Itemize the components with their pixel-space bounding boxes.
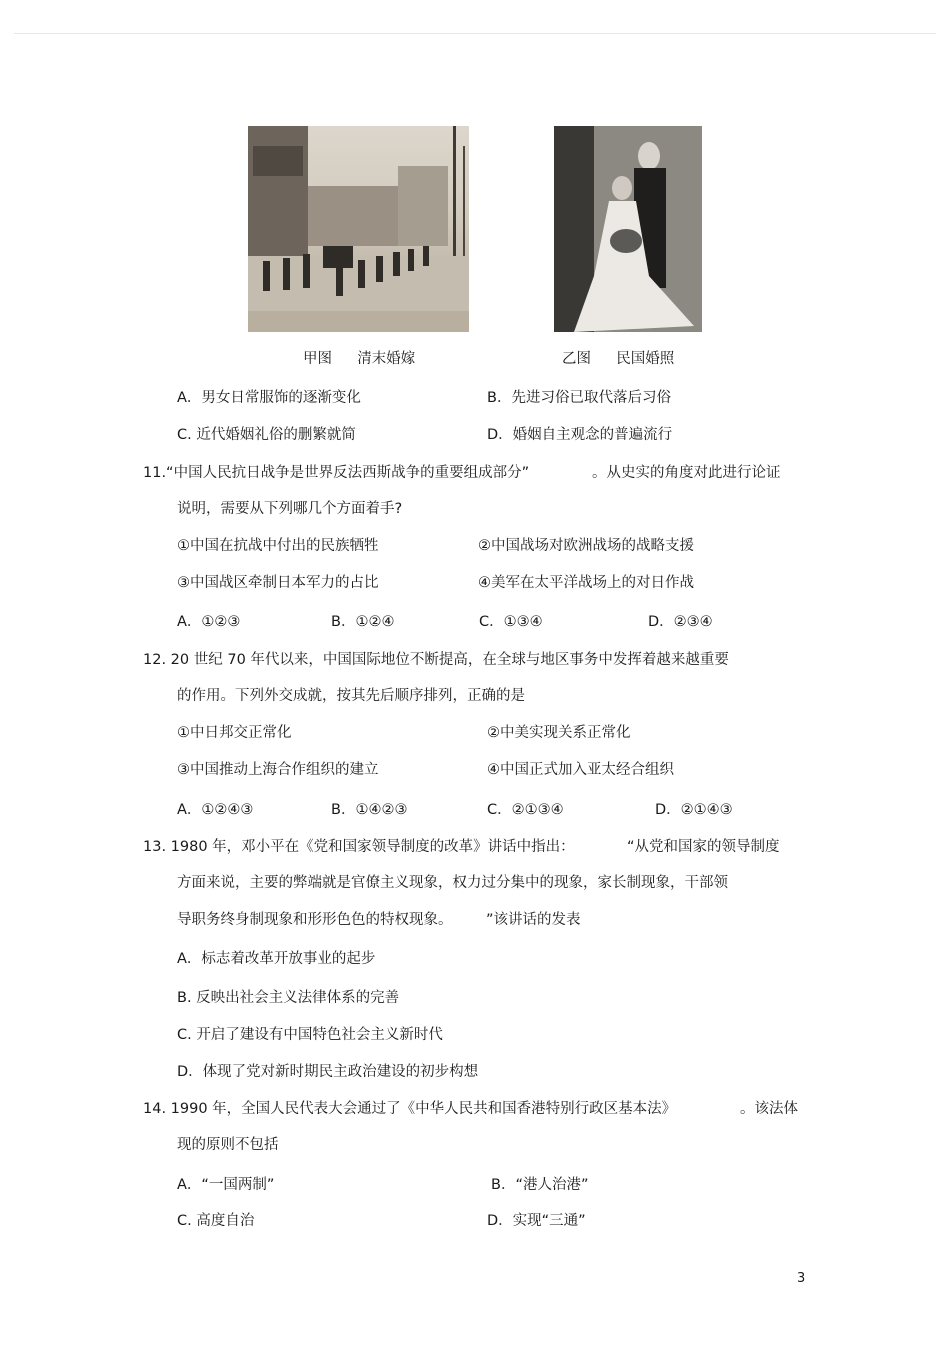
q12-item-1: ①中日邦交正常化 [177,725,292,741]
q11-option-d: D．②③④ [648,614,713,630]
q13-stem-line1: 13. 1980 年，邓小平在《党和国家领导制度的改革》讲话中指出： [143,839,575,855]
q11-stem-line1: 11.“中国人民抗日战争是世界反法西斯战争的重要组成部分” [143,465,530,481]
caption-label: 乙图 [562,351,591,367]
q10-option-d: D．婚姻自主观念的普遍流行 [487,427,673,443]
q12-stem-line2: 的作用。下列外交成就，按其先后顺序排列，正确的是 [177,688,525,704]
q13-option-d: D．体现了党对新时期民主政治建设的初步构想 [177,1064,479,1080]
q12-option-c: C．②①③④ [487,802,564,818]
q13-stem-line3: 导职务终身制现象和形形色色的特权现象。 [177,912,453,928]
q12-item-2: ②中美实现关系正常化 [487,725,631,741]
q13-stem-line2: 方面来说，主要的弊端就是官僚主义现象，权力过分集中的现象，家长制现象，干部领 [177,875,728,891]
q12-item-4: ④中国正式加入亚太经合组织 [487,762,674,778]
q11-stem-line2: 说明，需要从下列哪几个方面着手? [177,501,403,517]
q14-stem-line2: 现的原则不包括 [177,1137,279,1153]
wedding-procession-image [248,126,469,332]
caption-label: 甲图 [303,351,332,367]
q12-stem-line1: 12. 20 世纪 70 年代以来，中国国际地位不断提高，在全球与地区事务中发挥着越来越重要 [143,652,729,668]
q12-option-b: B．①④②③ [331,802,408,818]
caption-text: 民国婚照 [616,351,675,367]
header-rule [14,33,936,34]
q11-option-b: B．①②④ [331,614,395,630]
figure-caption-right [562,349,674,369]
q11-item-1: ①中国在抗战中付出的民族牺牲 [177,538,379,554]
q12-option-a: A．①②④③ [177,802,254,818]
wedding-portrait-image [554,126,702,332]
q13-option-c: C. 开启了建设有中国特色社会主义新时代 [177,1027,443,1043]
q13-stem-line3-tail: ”该讲话的发表 [486,912,581,928]
q11-stem-line1-tail: 。从史实的角度对此进行论证 [592,465,781,481]
republic-wedding-photo [554,126,702,332]
q10-option-b: B．先进习俗已取代落后习俗 [487,390,671,406]
q13-option-b: B. 反映出社会主义法律体系的完善 [177,990,400,1006]
q14-stem-line1-tail: 。该法体 [740,1101,798,1117]
q12-item-3: ③中国推动上海合作组织的建立 [177,762,379,778]
caption-text: 清末婚嫁 [357,351,416,367]
q14-option-b: B．“港人治港” [491,1177,589,1193]
q11-item-4: ④美军在太平洋战场上的对日作战 [478,575,694,591]
late-qing-wedding-photo [248,126,469,332]
q14-option-d: D．实现“三通” [487,1213,586,1229]
figure-caption-left [303,349,415,369]
q10-option-c: C. 近代婚姻礼俗的删繁就简 [177,427,356,443]
q13-stem-line1-tail: “从党和国家的领导制度 [627,839,780,855]
q14-option-a: A．“一国两制” [177,1177,275,1193]
q11-option-a: A．①②③ [177,614,241,630]
q14-stem-line1: 14. 1990 年，全国人民代表大会通过了《中华人民共和国香港特别行政区基本法》 [143,1101,677,1117]
q11-item-2: ②中国战场对欧洲战场的战略支援 [478,538,694,554]
q12-option-d: D．②①④③ [655,802,733,818]
q14-option-c: C. 高度自治 [177,1213,255,1229]
page-number: 3 [797,1271,806,1286]
q13-option-a: A．标志着改革开放事业的起步 [177,951,376,967]
q11-option-c: C．①③④ [479,614,543,630]
q10-option-a: A．男女日常服饰的逐渐变化 [177,390,361,406]
q11-item-3: ③中国战区牵制日本军力的占比 [177,575,379,591]
